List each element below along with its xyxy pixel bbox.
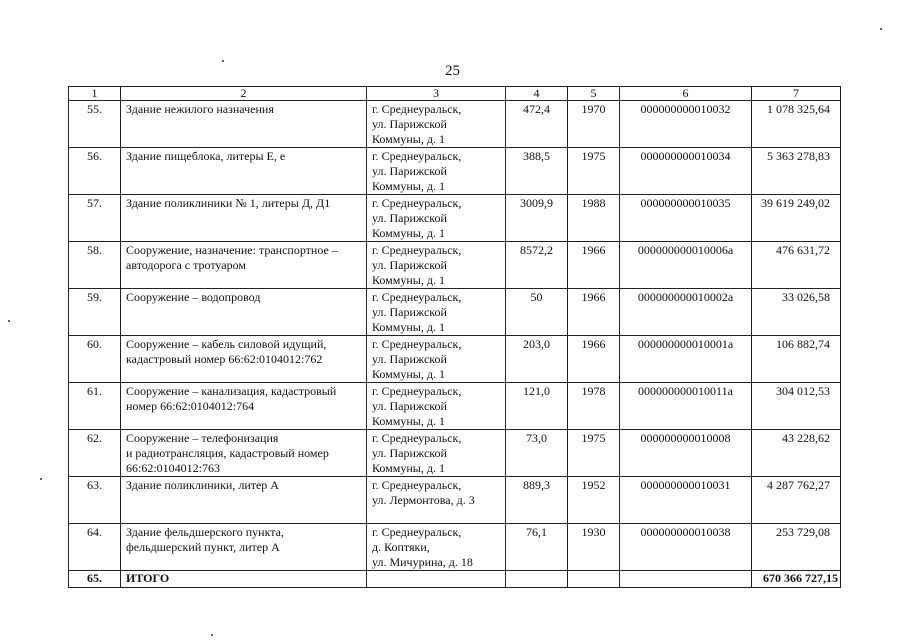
- inventory-code: 000000000010035: [620, 195, 752, 242]
- column-header: 5: [568, 87, 620, 101]
- object-name: [121, 242, 367, 289]
- property-table: [68, 86, 841, 588]
- row-number: 58.: [69, 242, 121, 289]
- object-area: 8572,2: [506, 242, 568, 289]
- object-name-line: номер 66:62:0104012:764: [126, 399, 255, 413]
- object-area: 388,5: [506, 148, 568, 195]
- column-header: 4: [506, 87, 568, 101]
- scan-speck: [222, 60, 224, 62]
- page-number: 25: [445, 63, 460, 79]
- object-address: [367, 336, 506, 383]
- column-header: 7: [752, 87, 841, 101]
- table-row: [69, 148, 841, 195]
- object-address: [367, 289, 506, 336]
- object-address: [367, 477, 506, 524]
- table-row: [69, 242, 841, 289]
- object-address-line: г. Среднеуральск,: [372, 384, 462, 398]
- object-cost: 253 729,08: [752, 524, 841, 571]
- object-name-line: Здание нежилого назначения: [126, 102, 274, 116]
- object-area: 889,3: [506, 477, 568, 524]
- object-address-line: Коммуны, д. 1: [372, 226, 445, 240]
- table-row: [69, 195, 841, 242]
- object-year: 1930: [568, 524, 620, 571]
- object-name: [121, 383, 367, 430]
- object-address-line: д. Коптяки,: [372, 540, 430, 554]
- scan-speck: [211, 634, 213, 636]
- object-name: [121, 524, 367, 571]
- object-cost: 39 619 249,02: [752, 195, 841, 242]
- object-address-line: ул. Парижской: [372, 446, 447, 460]
- object-address-line: ул. Лермонтова, д. 3: [372, 493, 475, 507]
- object-address-line: ул. Парижской: [372, 211, 447, 225]
- scan-speck: [40, 478, 42, 480]
- inventory-code: 000000000010001а: [620, 336, 752, 383]
- object-address-line: г. Среднеуральск,: [372, 243, 462, 257]
- object-address-line: г. Среднеуральск,: [372, 196, 462, 210]
- object-address-line: г. Среднеуральск,: [372, 337, 462, 351]
- object-year: 1975: [568, 148, 620, 195]
- object-name-line: Сооружение, назначение: транспортное –: [126, 243, 338, 257]
- row-number: 65.: [69, 571, 121, 588]
- object-address-line: Коммуны, д. 1: [372, 273, 445, 287]
- object-year: 1966: [568, 242, 620, 289]
- object-cost: 1 078 325,64: [752, 101, 841, 148]
- object-cost: 476 631,72: [752, 242, 841, 289]
- inventory-code: 000000000010031: [620, 477, 752, 524]
- inventory-code: 000000000010002а: [620, 289, 752, 336]
- object-name: [121, 101, 367, 148]
- object-address-line: г. Среднеуральск,: [372, 102, 462, 116]
- object-address: [367, 101, 506, 148]
- total-row: [69, 571, 841, 588]
- object-cost: 43 228,62: [752, 430, 841, 477]
- object-address: [367, 195, 506, 242]
- object-address: [367, 148, 506, 195]
- inventory-code: 000000000010006а: [620, 242, 752, 289]
- object-address-line: ул. Парижской: [372, 117, 447, 131]
- object-year: 1988: [568, 195, 620, 242]
- object-address-line: ул. Парижской: [372, 352, 447, 366]
- object-name-line: Здание поликлиники, литер А: [126, 478, 279, 492]
- object-address-line: ул. Парижской: [372, 399, 447, 413]
- object-name: [121, 336, 367, 383]
- object-address-line: ул. Парижской: [372, 164, 447, 178]
- object-name-line: Сооружение – водопровод: [126, 290, 261, 304]
- empty-cell: [620, 571, 752, 588]
- object-cost: 5 363 278,83: [752, 148, 841, 195]
- object-area: 73,0: [506, 430, 568, 477]
- total-cost: 670 366 727,15: [752, 571, 841, 588]
- row-number: 61.: [69, 383, 121, 430]
- object-name: [121, 477, 367, 524]
- row-number: 64.: [69, 524, 121, 571]
- inventory-code: 000000000010008: [620, 430, 752, 477]
- inventory-code: 000000000010032: [620, 101, 752, 148]
- object-address: [367, 430, 506, 477]
- object-address: [367, 524, 506, 571]
- object-address-line: Коммуны, д. 1: [372, 367, 445, 381]
- empty-cell: [506, 571, 568, 588]
- column-header: 6: [620, 87, 752, 101]
- scan-speck: [880, 28, 882, 30]
- inventory-code: 000000000010011а: [620, 383, 752, 430]
- object-cost: 304 012,53: [752, 383, 841, 430]
- inventory-code: 000000000010038: [620, 524, 752, 571]
- object-address-line: ул. Парижской: [372, 305, 447, 319]
- total-label: ИТОГО: [121, 571, 367, 588]
- object-name-line: Сооружение – канализация, кадастровый: [126, 384, 337, 398]
- object-address: [367, 383, 506, 430]
- column-header: 3: [367, 87, 506, 101]
- object-cost: 33 026,58: [752, 289, 841, 336]
- object-address-line: ул. Мичурина, д. 18: [372, 555, 473, 569]
- object-name: [121, 195, 367, 242]
- object-address-line: г. Среднеуральск,: [372, 431, 462, 445]
- object-name-line: 66:62:0104012:763: [126, 461, 221, 475]
- object-address-line: Коммуны, д. 1: [372, 132, 445, 146]
- object-address: [367, 242, 506, 289]
- row-number: 60.: [69, 336, 121, 383]
- column-number-row: [69, 87, 841, 101]
- object-cost: 4 287 762,27: [752, 477, 841, 524]
- empty-cell: [367, 571, 506, 588]
- object-area: 203,0: [506, 336, 568, 383]
- table-row: [69, 430, 841, 477]
- object-year: 1966: [568, 336, 620, 383]
- column-header: 1: [69, 87, 121, 101]
- object-year: 1952: [568, 477, 620, 524]
- object-name-line: Здание пищеблока, литеры Е, е: [126, 149, 286, 163]
- object-name-line: кадастровый номер 66:62:0104012:762: [126, 352, 323, 366]
- table-row: [69, 477, 841, 524]
- object-address-line: г. Среднеуральск,: [372, 149, 462, 163]
- object-area: 3009,9: [506, 195, 568, 242]
- object-address-line: г. Среднеуральск,: [372, 525, 462, 539]
- inventory-code: 000000000010034: [620, 148, 752, 195]
- table-row: [69, 524, 841, 571]
- object-year: 1975: [568, 430, 620, 477]
- table-row: [69, 336, 841, 383]
- object-name: [121, 430, 367, 477]
- object-name-line: и радиотрансляция, кадастровый номер: [126, 446, 329, 460]
- object-address-line: Коммуны, д. 1: [372, 179, 445, 193]
- object-name-line: Сооружение – телефонизация: [126, 431, 279, 445]
- column-header: 2: [121, 87, 367, 101]
- object-name-line: фельдшерский пункт, литер А: [126, 540, 280, 554]
- object-name: [121, 148, 367, 195]
- table-row: [69, 383, 841, 430]
- object-address-line: Коммуны, д. 1: [372, 414, 445, 428]
- object-address-line: г. Среднеуральск,: [372, 290, 462, 304]
- empty-cell: [568, 571, 620, 588]
- object-address-line: г. Среднеуральск,: [372, 478, 462, 492]
- object-area: 50: [506, 289, 568, 336]
- object-cost: 106 882,74: [752, 336, 841, 383]
- row-number: 57.: [69, 195, 121, 242]
- row-number: 62.: [69, 430, 121, 477]
- row-number: 56.: [69, 148, 121, 195]
- object-area: 472,4: [506, 101, 568, 148]
- object-name-line: Здание поликлиники № 1, литеры Д, Д1: [126, 196, 331, 210]
- object-address-line: Коммуны, д. 1: [372, 461, 445, 475]
- object-area: 121,0: [506, 383, 568, 430]
- object-name-line: Здание фельдшерского пункта,: [126, 525, 284, 539]
- object-year: 1966: [568, 289, 620, 336]
- scan-speck: [8, 320, 10, 322]
- object-name: [121, 289, 367, 336]
- table-row: [69, 289, 841, 336]
- row-number: 55.: [69, 101, 121, 148]
- row-number: 59.: [69, 289, 121, 336]
- table-row: [69, 101, 841, 148]
- object-address-line: Коммуны, д. 1: [372, 320, 445, 334]
- object-year: 1970: [568, 101, 620, 148]
- object-area: 76,1: [506, 524, 568, 571]
- object-name-line: автодорога с тротуаром: [126, 258, 246, 272]
- object-year: 1978: [568, 383, 620, 430]
- object-name-line: Сооружение – кабель силовой идущий,: [126, 337, 327, 351]
- row-number: 63.: [69, 477, 121, 524]
- object-address-line: ул. Парижской: [372, 258, 447, 272]
